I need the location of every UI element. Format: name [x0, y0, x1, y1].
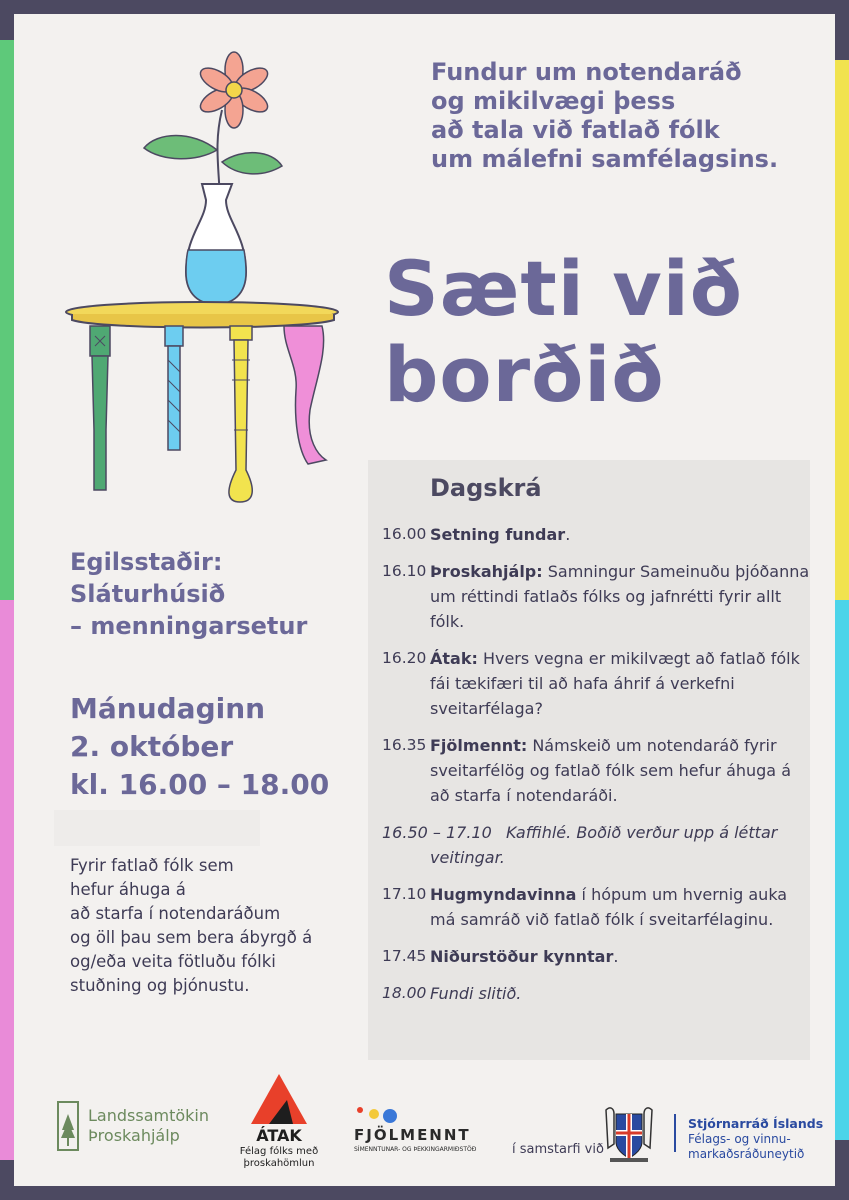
- schedule-item-text: Kaffihlé. Boðið verður upp á léttar veitingar.: [430, 823, 778, 867]
- schedule-item-title: Fjölmennt:: [430, 736, 528, 755]
- audience-line: og/eða veita fötluðu fólki: [70, 952, 276, 971]
- logo-stjornarrad: [688, 1116, 834, 1162]
- schedule-item: [382, 733, 810, 808]
- location-line: Egilsstaðir:: [70, 548, 223, 576]
- stjornarrad-line: markaðsráðuneytið: [688, 1147, 805, 1161]
- event-title: [384, 246, 824, 418]
- schedule-item: [382, 981, 810, 1006]
- schedule-item-text: Samningur Sameinuðu þjóðanna um réttindi fatlaðs fólks og jafnrétti fyrir allt fólk.: [430, 562, 810, 631]
- schedule-item: [382, 646, 810, 721]
- atak-tagline: þroskahömlun: [243, 1158, 315, 1169]
- divider: [674, 1114, 676, 1152]
- date-line: 2. október: [70, 730, 234, 763]
- event-subtitle: [431, 58, 831, 174]
- schedule-time: 16.10: [382, 562, 427, 580]
- audience-line: og öll þau sem bera ábyrgð á: [70, 928, 313, 947]
- atak-tagline: Félag fólks með: [239, 1146, 319, 1157]
- throskahjalp-line: Þroskahjálp: [88, 1126, 180, 1145]
- tree-icon: [56, 1100, 80, 1152]
- schedule-item: [382, 882, 810, 932]
- schedule-time: 16.50 – 17.10: [382, 823, 492, 842]
- schedule-time: 16.00: [382, 525, 427, 543]
- fjolmennt-tagline: SÍMENNTUNAR- OG ÞEKKINGARMIÐSTÖÐ: [354, 1146, 477, 1153]
- title-line: Sæti við: [384, 244, 744, 333]
- audience-line: stuðning og þjónustu.: [70, 976, 250, 995]
- schedule-time: 16.35: [382, 736, 427, 754]
- poster: [14, 14, 835, 1186]
- stjornarrad-line: Félags- og vinnu-: [688, 1132, 791, 1146]
- schedule-item-title: Þroskahjálp:: [430, 562, 543, 581]
- schedule-item: [382, 522, 810, 547]
- logo-atak: [234, 1072, 324, 1182]
- table-vase-illustration: [62, 50, 352, 510]
- schedule-item-text: .: [565, 525, 571, 544]
- event-date: [70, 690, 370, 804]
- event-location: [70, 546, 370, 642]
- schedule-item: [382, 944, 810, 969]
- subtitle-line: og mikilvægi þess: [431, 87, 676, 115]
- schedule-time: 16.20: [382, 649, 427, 667]
- audience-line: hefur áhuga á: [70, 880, 186, 899]
- subtitle-line: að tala við fatlað fólk: [431, 116, 720, 144]
- frame-strip-left-top: [0, 40, 14, 600]
- coat-of-arms-icon: [602, 1104, 656, 1164]
- date-line: kl. 16.00 – 18.00: [70, 768, 330, 801]
- schedule-item-title: Setning fundar: [430, 525, 566, 544]
- schedule-list: [382, 522, 810, 1018]
- audience-text: [70, 854, 370, 998]
- date-line: Mánudaginn: [70, 692, 266, 725]
- audience-line: að starfa í notendaráðum: [70, 904, 281, 923]
- schedule-time: 18.00: [382, 984, 427, 1002]
- schedule-time: 17.10: [382, 885, 427, 903]
- frame-strip-left-bottom: [0, 600, 14, 1160]
- fjolmennt-name: FJÖLMENNT: [354, 1126, 471, 1144]
- fjolmennt-dots-icon: [354, 1104, 414, 1126]
- logo-throskahjalp: [56, 1100, 236, 1152]
- subtitle-line: um málefni samfélagsins.: [431, 145, 779, 173]
- schedule-item-text: Hvers vegna er mikilvægt að fatlað fólk fái tækifæri til að hafa áhrif á verkefni sveitarfélaga?: [430, 649, 800, 718]
- schedule-item-text: í hópum um hvernig auka má samráð við fatlað fólk í sveitarfélaginu.: [430, 885, 788, 929]
- schedule-item-title: Niðurstöður kynntar: [430, 947, 614, 966]
- schedule-item: [382, 820, 810, 870]
- schedule-panel: [368, 460, 810, 1060]
- schedule-item-title: Átak:: [430, 649, 478, 668]
- schedule-item-text: Fundi slitið.: [430, 984, 522, 1003]
- schedule-item-text: Námskeið um notendaráð fyrir sveitarfélög og fatlað fólk sem hefur áhuga á að starfa í notendaráði.: [430, 736, 791, 805]
- partner-logos: [14, 1070, 835, 1186]
- stjornarrad-name: Stjórnarráð Íslands: [688, 1116, 824, 1131]
- subtitle-line: Fundur um notendaráð: [431, 58, 742, 86]
- schedule-item: [382, 559, 810, 634]
- blurred-area: [54, 810, 260, 846]
- frame-strip-right-bottom: [835, 600, 849, 1140]
- atak-triangle-icon: [249, 1072, 309, 1126]
- frame-strip-right-top: [835, 60, 849, 600]
- logo-fjolmennt: [352, 1104, 488, 1154]
- title-line: borðið: [384, 330, 665, 419]
- schedule-item-text: .: [613, 947, 619, 966]
- throskahjalp-line: Landssamtökin: [88, 1106, 209, 1125]
- schedule-item-title: Hugmyndavinna: [430, 885, 577, 904]
- audience-line: Fyrir fatlað fólk sem: [70, 856, 234, 875]
- atak-name: ÁTAK: [256, 1126, 302, 1145]
- location-line: Sláturhúsið: [70, 580, 226, 608]
- schedule-time: 17.45: [382, 947, 427, 965]
- collaboration-text: í samstarfi við: [512, 1142, 604, 1157]
- location-line: – menningarsetur: [70, 612, 308, 640]
- schedule-heading: Dagskrá: [430, 474, 542, 502]
